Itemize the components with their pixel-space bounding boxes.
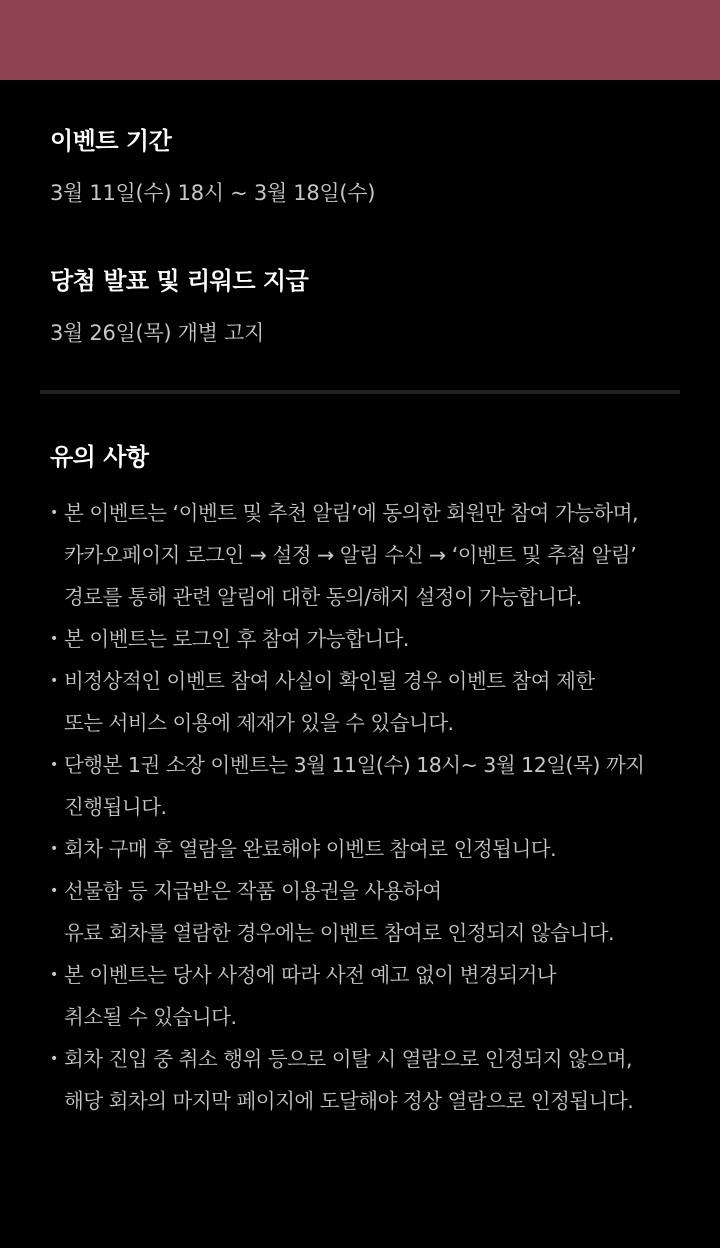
notice-item-line: 진행됩니다. bbox=[64, 795, 167, 819]
bullet-dot-icon: • bbox=[50, 967, 58, 983]
event-period-value: 3월 11일(수) 18시 ~ 3월 18일(수) bbox=[50, 181, 376, 205]
top-banner bbox=[0, 0, 720, 80]
notice-item bbox=[50, 870, 670, 954]
announcement-section bbox=[0, 264, 720, 348]
notice-item-line: 단행본 1권 소장 이벤트는 3월 11일(수) 18시~ 3월 12일(목) 까지 bbox=[64, 753, 645, 777]
notice-item bbox=[50, 828, 670, 870]
notice-item-line: 회차 진입 중 취소 행위 등으로 이탈 시 열람으로 인정되지 않으며, bbox=[64, 1047, 633, 1071]
notice-item bbox=[50, 744, 670, 828]
notice-item-line: 선물함 등 지급받은 작품 이용권을 사용하여 bbox=[64, 879, 442, 903]
bullet-dot-icon: • bbox=[50, 673, 58, 689]
notice-item-line: 해당 회차의 마지막 페이지에 도달해야 정상 열람으로 인정됩니다. bbox=[64, 1089, 634, 1113]
event-period-section bbox=[0, 80, 720, 208]
announcement-title: 당첨 발표 및 리워드 지급 bbox=[50, 267, 309, 295]
notice-item bbox=[50, 660, 670, 744]
notice-item-line: 본 이벤트는 로그인 후 참여 가능합니다. bbox=[64, 627, 409, 651]
notice-section bbox=[0, 394, 720, 1122]
notice-item-line: 본 이벤트는 당사 사정에 따라 사전 예고 없이 변경되거나 bbox=[64, 963, 557, 987]
announcement-value: 3월 26일(목) 개별 고지 bbox=[50, 321, 264, 345]
notice-item-line: 또는 서비스 이용에 제재가 있을 수 있습니다. bbox=[64, 711, 454, 735]
notice-item bbox=[50, 1038, 670, 1122]
event-period-title: 이벤트 기간 bbox=[50, 127, 172, 155]
notice-item bbox=[50, 618, 670, 660]
notice-item-line: 회차 구매 후 열람을 완료해야 이벤트 참여로 인정됩니다. bbox=[64, 837, 557, 861]
bullet-dot-icon: • bbox=[50, 631, 58, 647]
bullet-dot-icon: • bbox=[50, 841, 58, 857]
bullet-dot-icon: • bbox=[50, 505, 58, 521]
bullet-dot-icon: • bbox=[50, 1051, 58, 1067]
notice-item-line: 취소될 수 있습니다. bbox=[64, 1005, 237, 1029]
notice-item bbox=[50, 954, 670, 1038]
notice-title: 유의 사항 bbox=[50, 443, 149, 471]
notice-item bbox=[50, 492, 670, 618]
notice-item-line: 유료 회차를 열람한 경우에는 이벤트 참여로 인정되지 않습니다. bbox=[64, 921, 615, 945]
notice-item-line: 카카오페이지 로그인 → 설정 → 알림 수신 → ‘이벤트 및 추첨 알림’ bbox=[64, 543, 637, 567]
notice-item-line: 경로를 통해 관련 알림에 대한 동의/해지 설정이 가능합니다. bbox=[64, 585, 582, 609]
notice-item-line: 비정상적인 이벤트 참여 사실이 확인될 경우 이벤트 참여 제한 bbox=[64, 669, 595, 693]
notice-item-line: 본 이벤트는 ‘이벤트 및 추천 알림’에 동의한 회원만 참여 가능하며, bbox=[64, 501, 639, 525]
bullet-dot-icon: • bbox=[50, 757, 58, 773]
notice-list bbox=[50, 492, 670, 1122]
bullet-dot-icon: • bbox=[50, 883, 58, 899]
